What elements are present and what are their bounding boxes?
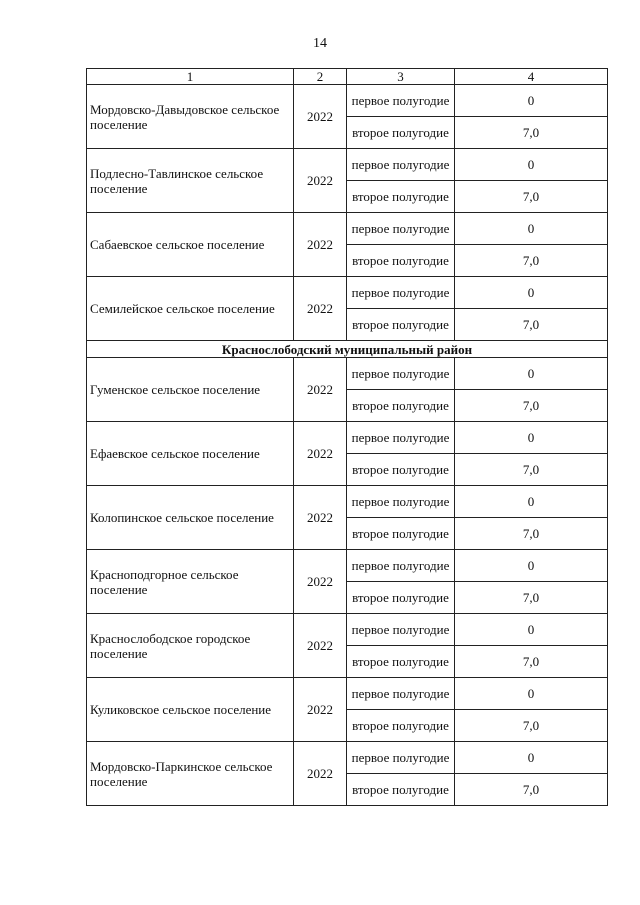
value-cell: 7,0 [455,582,608,614]
table-row [87,85,608,117]
value-cell: 0 [455,486,608,518]
period-cell: первое полугодие [347,85,455,117]
year-cell: 2022 [294,678,347,742]
value-cell: 7,0 [455,518,608,550]
settlement-name: Красноподгорное сельское поселение [87,550,294,614]
value-cell: 7,0 [455,390,608,422]
settlements-table [86,68,608,806]
district-row [87,341,608,358]
value-cell: 7,0 [455,245,608,277]
value-cell: 0 [455,277,608,309]
year-cell: 2022 [294,149,347,213]
year-cell: 2022 [294,213,347,277]
settlement-name: Мордовско-Давыдовское сельское поселение [87,85,294,149]
period-cell: первое полугодие [347,422,455,454]
settlement-name: Подлесно-Тавлинское сельское поселение [87,149,294,213]
year-cell: 2022 [294,277,347,341]
table-row [87,358,608,390]
value-cell: 0 [455,550,608,582]
table-row [87,277,608,309]
period-cell: второе полугодие [347,710,455,742]
settlement-name: Куликовское сельское поселение [87,678,294,742]
settlement-name: Гуменское сельское поселение [87,358,294,422]
value-cell: 7,0 [455,309,608,341]
period-cell: второе полугодие [347,646,455,678]
value-cell: 7,0 [455,774,608,806]
table-row [87,742,608,774]
year-cell: 2022 [294,486,347,550]
year-cell: 2022 [294,358,347,422]
period-cell: первое полугодие [347,277,455,309]
header-cell: 4 [455,69,608,85]
header-cell: 1 [87,69,294,85]
period-cell: первое полугодие [347,213,455,245]
table-row [87,550,608,582]
period-cell: первое полугодие [347,550,455,582]
table-row [87,422,608,454]
period-cell: второе полугодие [347,117,455,149]
year-cell: 2022 [294,614,347,678]
header-cell: 2 [294,69,347,85]
period-cell: второе полугодие [347,518,455,550]
header-cell: 3 [347,69,455,85]
period-cell: второе полугодие [347,582,455,614]
year-cell: 2022 [294,422,347,486]
period-cell: первое полугодие [347,742,455,774]
period-cell: первое полугодие [347,614,455,646]
page-number: 14 [313,36,327,51]
value-cell: 7,0 [455,646,608,678]
table-row [87,213,608,245]
settlement-name: Сабаевское сельское поселение [87,213,294,277]
table-row [87,149,608,181]
value-cell: 0 [455,149,608,181]
year-cell: 2022 [294,742,347,806]
settlement-name: Краснослободское городское поселение [87,614,294,678]
table-row [87,486,608,518]
table-row [87,678,608,710]
year-cell: 2022 [294,550,347,614]
value-cell: 7,0 [455,181,608,213]
value-cell: 0 [455,213,608,245]
period-cell: второе полугодие [347,454,455,486]
value-cell: 7,0 [455,710,608,742]
table-row [87,614,608,646]
period-cell: второе полугодие [347,245,455,277]
period-cell: первое полугодие [347,486,455,518]
settlement-name: Ефаевское сельское поселение [87,422,294,486]
period-cell: второе полугодие [347,181,455,213]
header-row [87,69,608,85]
value-cell: 7,0 [455,454,608,486]
period-cell: первое полугодие [347,149,455,181]
period-cell: первое полугодие [347,358,455,390]
value-cell: 7,0 [455,117,608,149]
settlement-name: Семилейское сельское поселение [87,277,294,341]
value-cell: 0 [455,85,608,117]
value-cell: 0 [455,678,608,710]
district-title: Краснослободский муниципальный район [87,341,608,358]
value-cell: 0 [455,358,608,390]
settlement-name: Мордовско-Паркинское сельское поселение [87,742,294,806]
period-cell: второе полугодие [347,390,455,422]
year-cell: 2022 [294,85,347,149]
value-cell: 0 [455,422,608,454]
settlement-name: Колопинское сельское поселение [87,486,294,550]
value-cell: 0 [455,742,608,774]
period-cell: первое полугодие [347,678,455,710]
period-cell: второе полугодие [347,309,455,341]
period-cell: второе полугодие [347,774,455,806]
value-cell: 0 [455,614,608,646]
